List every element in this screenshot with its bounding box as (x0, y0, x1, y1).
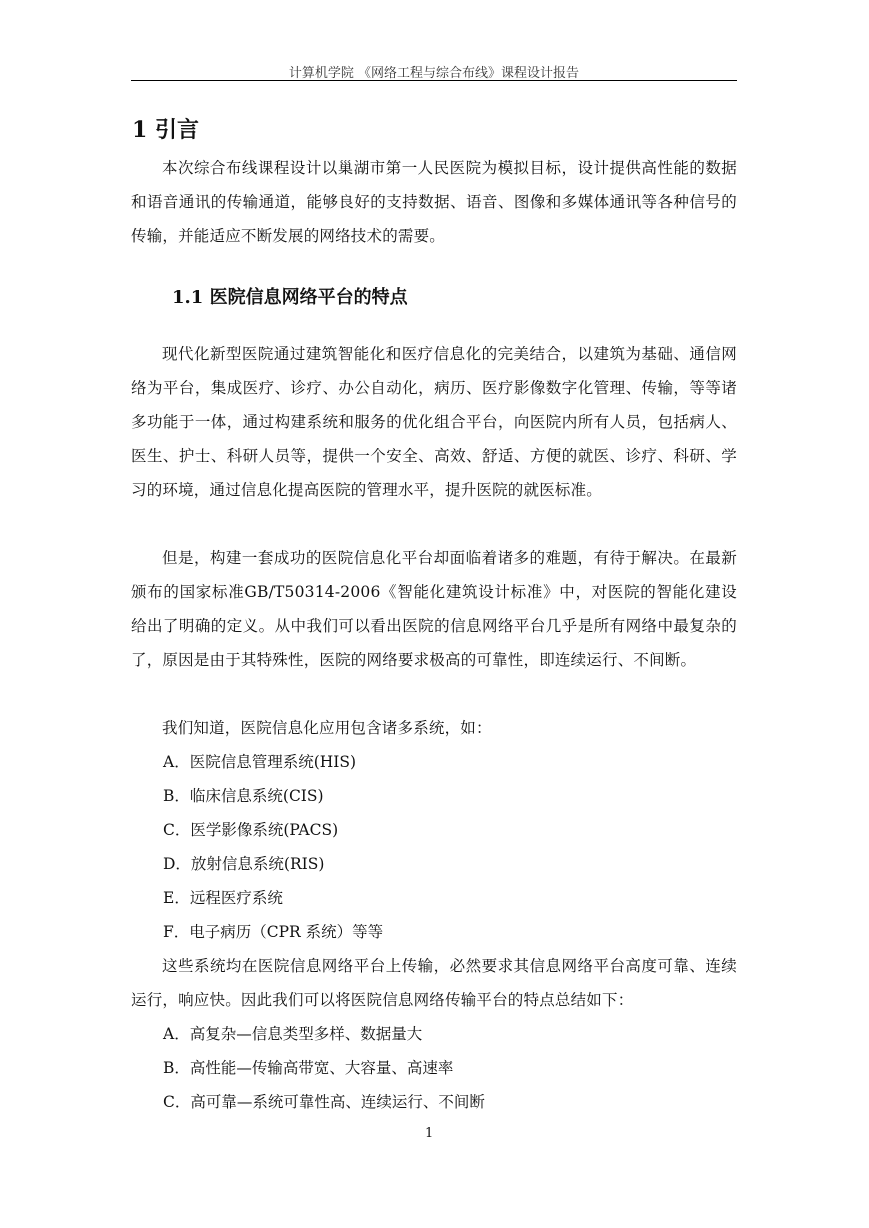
systems-list (163, 745, 383, 949)
intro-paragraph: 本次综合布线课程设计以巢湖市第一人民医院为模拟目标，设计提供高性能的数据和语音通讯的传输通道，能够良好的支持数据、语音、图像和多媒体通讯等各种信号的传输，并能适应不断发展的网络技术的需要。 (131, 159, 737, 245)
list-item: B．高性能—传输高带宽、大容量、高速率 (163, 1059, 454, 1077)
features-list (163, 1017, 485, 1119)
page-number: 1 (425, 1126, 434, 1141)
paragraph-challenges: 但是，构建一套成功的医院信息化平台却面临着诸多的难题，有待于解决。在最新颁布的国家标准GB/T50314-2006《智能化建筑设计标准》中，对医院的智能化建设给出了明确的定义。从中我们可以看出医院的信息网络平台几乎是所有网络中最复杂的了，原因是由于其特殊性，医院的网络要求极高的可靠性，即连续运行、不间断。 (131, 549, 737, 669)
list-item: B．临床信息系统(CIS) (163, 787, 324, 805)
list-item: C．高可靠—系统可靠性高、连续运行、不间断 (163, 1093, 485, 1111)
paragraph-systems-lead: 我们知道，医院信息化应用包含诸多系统，如： (162, 719, 492, 737)
paragraph-features-intro: 现代化新型医院通过建筑智能化和医疗信息化的完美结合，以建筑为基础、通信网络为平台，集成医疗、诊疗、办公自动化，病历、医疗影像数字化管理、传输，等等诸多功能于一体，通过构建系统和服务的优化组合平台，向医院内所有人员，包括病人、医生、护士、科研人员等，提供一个安全、高效、舒适、方便的就医、诊疗、科研、学习的环境，通过信息化提高医院的管理水平，提升医院的就医标准。 (131, 345, 737, 499)
section-heading-1-1: 1.1 医院信息网络平台的特点 (172, 287, 408, 308)
list-item: A．医院信息管理系统(HIS) (163, 753, 357, 771)
list-item: D．放射信息系统(RIS) (163, 855, 325, 873)
section-heading-1: 1 引言 (132, 117, 199, 143)
paragraph-summary: 这些系统均在医院信息网络平台上传输，必然要求其信息网络平台高度可靠、连续运行，响应快。因此我们可以将医院信息网络传输平台的特点总结如下： (131, 957, 737, 1009)
page-header: 计算机学院 《网络工程与综合布线》课程设计报告 (288, 66, 580, 81)
list-item: C．医学影像系统(PACS) (163, 821, 339, 839)
list-item: F．电子病历（CPR 系统）等等 (163, 923, 384, 941)
list-item: A．高复杂—信息类型多样、数据量大 (163, 1025, 423, 1043)
header-rule (131, 80, 737, 81)
list-item: E．远程医疗系统 (163, 889, 283, 907)
